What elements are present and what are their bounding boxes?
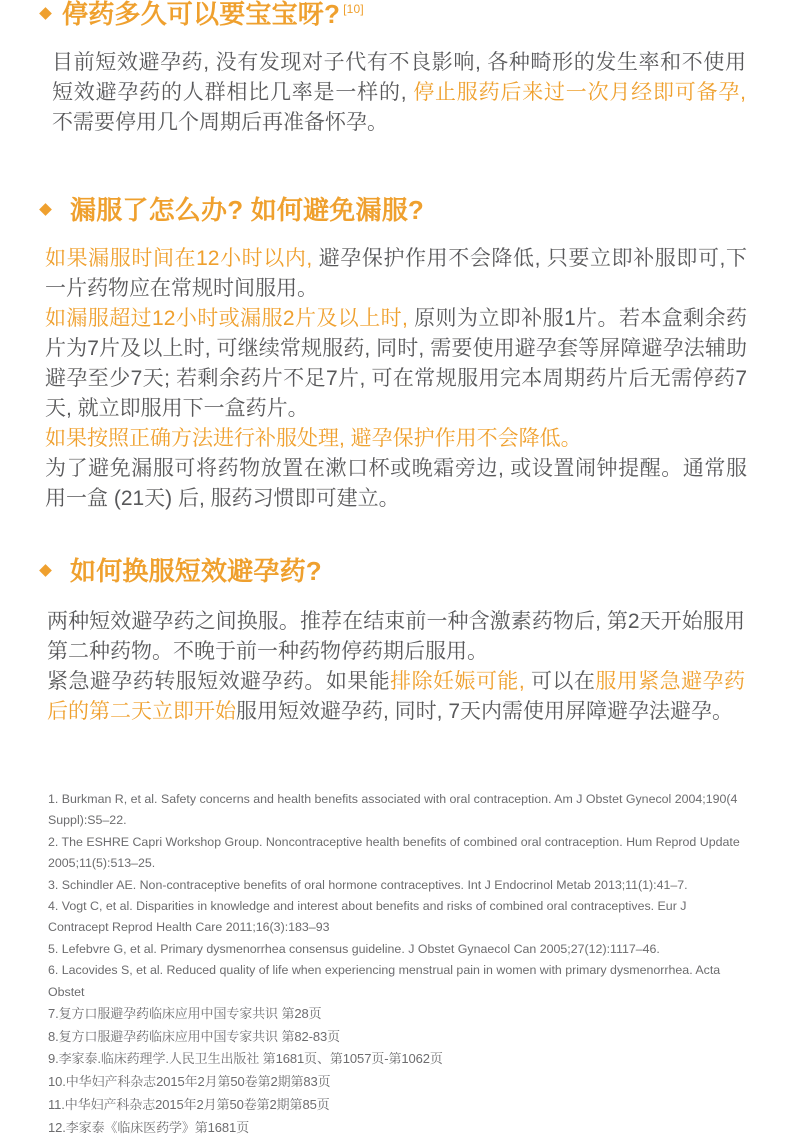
body-text: 原则为立即补服1片。若本盒剩余药片为7片及以上时, 可继续常规服药, 同时, 需要使用避孕套等屏障避孕法辅助避孕至少7天; 若剩余药片不足7片, 可在常规服用完本周期药片后无需停药7天, 就立即服用下一盒药片。 <box>45 306 748 420</box>
body-paragraph <box>45 244 747 304</box>
body-paragraph <box>52 48 746 138</box>
section-heading-text: 停药多久可以要宝宝呀? <box>62 0 341 29</box>
section-heading-text: 漏服了怎么办? 如何避免漏服? <box>70 195 424 225</box>
reference-item: 9.李家泰.临床药理学.人民卫生出版社 第1681页、第1057页-第1062页 <box>48 1051 443 1067</box>
section-heading <box>0 196 790 225</box>
diamond-bullet-icon <box>39 203 52 216</box>
body-text: 两种短效避孕药之间换服。推荐在结束前一种含激素药物后, 第2天开始服用第二种药物。不晚于前一种药物停药期后服用。 <box>47 609 745 663</box>
highlighted-text: 排除妊娠可能, <box>390 669 525 693</box>
body-text: 紧急避孕药转服短效避孕药。如果能 <box>47 669 391 693</box>
body-text: 避孕保护作用不会降低, 只要立即补服即可,下一片药物应在常规时间服用。 <box>45 246 747 300</box>
highlighted-text: 服用紧急避孕药后的第二天立即开始 <box>47 669 745 723</box>
body-paragraph <box>45 424 747 454</box>
reference-item: 6. Lacovides S, et al. Reduced quality of life when experiencing menstrual pain in women with primary dysmenorrhea. Acta Obstet <box>48 963 721 999</box>
reference-item: 10.中华妇产科杂志2015年2月第50卷第2期第83页 <box>48 1074 331 1090</box>
reference-superscript: [10] <box>343 2 364 16</box>
highlighted-text: 如漏服超过12小时或漏服2片及以上时, <box>45 306 408 330</box>
reference-item: 5. Lefebvre G, et al. Primary dysmenorrhea consensus guideline. J Obstet Gynaecol Can 2005;27(12):1117–46. <box>48 941 660 956</box>
body-paragraph <box>47 667 745 727</box>
body-text: 可以在 <box>524 669 596 693</box>
body-text: 服用短效避孕药, 同时, 7天内需使用屏障避孕法避孕。 <box>236 699 734 723</box>
reference-item: 4. Vogt C, et al. Disparities in knowledge and interest about benefits and risks of combined oral contraceptives. Eur J Contracept Reprod Health Care 2011;16(3):183–93 <box>48 899 687 935</box>
section-missed-dose <box>0 196 790 514</box>
section-heading <box>0 557 790 586</box>
body-paragraph <box>47 607 745 667</box>
section-pregnancy-after-stopping <box>0 0 790 138</box>
reference-item: 12.李家泰《临床医药学》第1681页 <box>48 1119 250 1135</box>
diamond-bullet-icon <box>39 564 52 577</box>
body-text: 目前短效避孕药, 没有发现对子代有不良影响, 各种畸形的发生率和不使用短效避孕药的人群相比几率是一样的, <box>52 50 746 104</box>
diamond-bullet-icon <box>39 7 52 20</box>
section-body <box>0 48 790 138</box>
body-paragraph <box>45 454 747 514</box>
section-heading-text: 如何换服短效避孕药? <box>70 556 322 586</box>
body-text: 不需要停用几个周期后再准备怀孕。 <box>52 110 388 134</box>
reference-list <box>0 789 790 1139</box>
section-body <box>0 244 790 514</box>
highlighted-text: 如果漏服时间在12小时以内, <box>45 246 313 270</box>
body-paragraph <box>45 304 747 424</box>
section-switching-pills <box>0 557 790 727</box>
section-body <box>0 607 790 727</box>
highlighted-text: 如果按照正确方法进行补服处理, 避孕保护作用不会降低。 <box>45 426 582 450</box>
reference-item: 7.复方口服避孕药临床应用中国专家共识 第28页 <box>48 1006 322 1022</box>
highlighted-text: 停止服药后来过一次月经即可备孕, <box>413 80 746 104</box>
reference-item: 11.中华妇产科杂志2015年2月第50卷第2期第85页 <box>48 1096 330 1112</box>
reference-item: 1. Burkman R, et al. Safety concerns and health benefits associated with oral contraception. Am J Obstet Gynecol 2004;190(4 Suppl):S5–22. <box>48 792 738 828</box>
reference-item: 8.复方口服避孕药临床应用中国专家共识 第82-83页 <box>48 1028 341 1044</box>
reference-item: 3. Schindler AE. Non-contraceptive benefits of oral hormone contraceptives. Int J Endocrinol Metab 2013;11(1):41–7. <box>48 877 688 892</box>
section-heading <box>0 0 790 29</box>
body-text: 为了避免漏服可将药物放置在漱口杯或晚霜旁边, 或设置闹钟提醒。通常服用一盒 (21天) 后, 服药习惯即可建立。 <box>45 456 747 510</box>
reference-item: 2. The ESHRE Capri Workshop Group. Noncontraceptive health benefits of combined oral contraception. Hum Reprod Update 2005;11(5):513–25. <box>48 834 740 871</box>
